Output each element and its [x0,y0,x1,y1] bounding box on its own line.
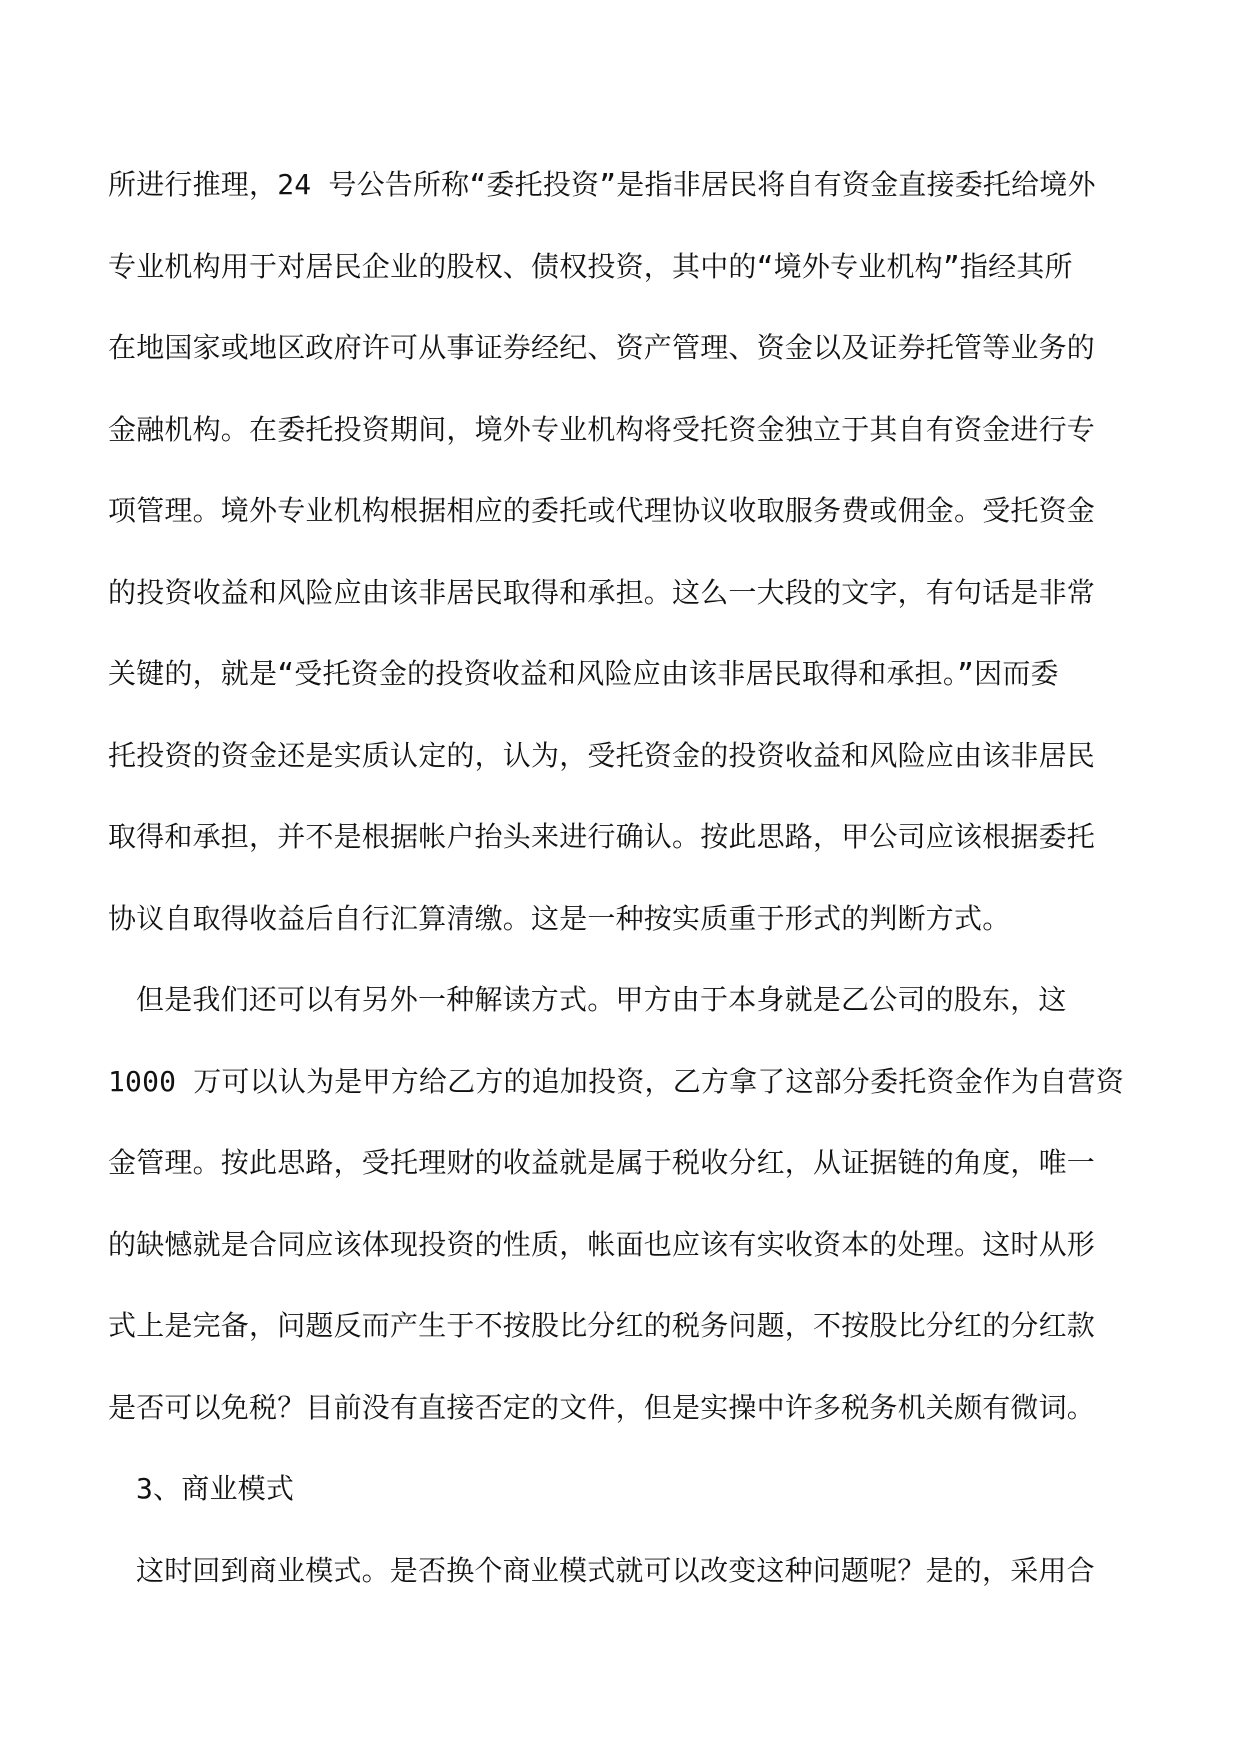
paragraph-start-line: 这时回到商业模式。是否换个商业模式就可以改变这种问题呢？是的，采用合 [136,1553,1095,1587]
text-line: 协议自取得收益后自行汇算清缴。这是一种按实质重于形式的判断方式。 [108,901,1011,935]
text-line: 1000 万可以认为是甲方给乙方的追加投资，乙方拿了这部分委托资金作为自营资 [108,1064,1124,1098]
text-line: 金管理。按此思路，受托理财的收益就是属于税收分红，从证据链的角度，唯一 [108,1146,1096,1179]
text-line: 托投资的资金还是实质认定的，认为，受托资金的投资收益和风险应由该非居民 [108,738,1096,772]
text-line: 所进行推理，24 号公告所称“委托投资”是指非居民将自有资金直接委托给境外 [108,168,1096,201]
document-body [108,168,1138,1635]
text-line: 金融机构。在委托投资期间，境外专业机构将受托资金独立于其自有资金进行专 [108,412,1096,446]
paragraph-start-line: 但是我们还可以有另外一种解读方式。甲方由于本身就是乙公司的股东，这 [136,983,1067,1016]
text-line: 是否可以免税？目前没有直接否定的文件，但是实操中许多税务机关颇有微词。 [108,1390,1096,1424]
text-line: 在地国家或地区政府许可从事证券经纪、资产管理、资金以及证券托管等业务的 [108,331,1096,364]
text-line: 关键的，就是“受托资金的投资收益和风险应由该非居民取得和承担。”因而委 [108,657,1059,690]
section-heading: 3、商业模式 [136,1472,295,1505]
text-line: 的投资收益和风险应由该非居民取得和承担。这么一大段的文字，有句话是非常 [108,575,1096,609]
text-line: 式上是完备，问题反而产生于不按股比分红的税务问题，不按股比分红的分红款 [108,1309,1096,1342]
text-line: 项管理。境外专业机构根据相应的委托或代理协议收取服务费或佣金。受托资金 [108,494,1096,527]
text-line: 专业机构用于对居民企业的股权、债权投资，其中的“境外专业机构”指经其所 [108,249,1073,283]
text-line: 的缺憾就是合同应该体现投资的性质，帐面也应该有实收资本的处理。这时从形 [108,1227,1096,1261]
text-line: 取得和承担，并不是根据帐户抬头来进行确认。按此思路，甲公司应该根据委托 [108,820,1096,853]
